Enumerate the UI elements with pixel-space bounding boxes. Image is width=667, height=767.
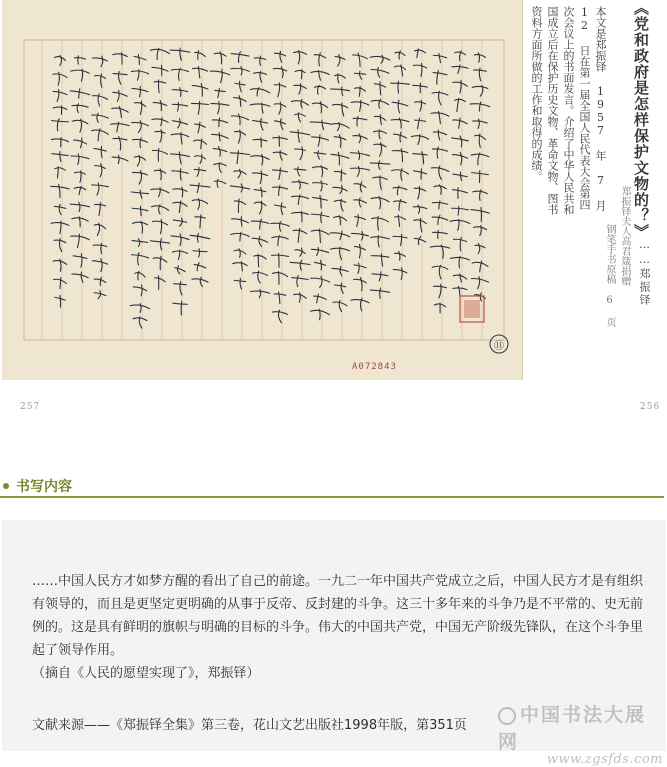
section-divider	[0, 496, 664, 498]
section-header	[0, 474, 667, 498]
logo-icon	[498, 707, 516, 725]
page-mark: ⑪	[494, 341, 504, 352]
site-watermark	[498, 700, 663, 767]
page-number-left: 257	[20, 402, 41, 412]
content-paragraph: ……中国人民方才如梦方醒的看出了自己的前途。一九二一年中国共产党成立之后，中国人民方才是有组织有领导的，而且是更坚定更明确的从事于反帝、反封建的斗争。这三十多年来的斗争乃是不平常的、史无前例的。这是具有鲜明的旗帜与明确的目标的斗争。伟大的中国共产党，中国无产阶级先锋队，在这个斗争里起了领导作用。	[32, 574, 644, 658]
manuscript-image	[2, 0, 523, 380]
article-author: ……郑振铎	[638, 238, 651, 307]
excerpt-note: （摘自《人民的愿望实现了》，郑振铎）	[32, 666, 260, 681]
manuscript-serial: A072843	[352, 362, 397, 372]
content-body	[32, 570, 648, 685]
bullet-icon	[3, 483, 9, 489]
watermark-url: www.zgsfds.com	[546, 752, 663, 767]
source-citation: 文献来源——《郑振铎全集》第三卷，花山文艺出版社1998年版，第351页	[32, 718, 467, 733]
section-title: 书写内容	[16, 479, 72, 495]
article-title: 《党和政府是怎样保护文物的？》	[632, 0, 650, 240]
manuscript-caption: 钢笔手书原稿 6 页	[604, 224, 615, 327]
article-intro: 本文是郑振铎 1957 年 7 月 12 日在第一届全国人民代表大会第四次会议上的书面发言。介绍了中华人民共和国成立后在保护历史文物、革命文物、图书资料方面所做的工作和取得的成绩。	[530, 6, 607, 215]
watermark-brand: 中国书法大展网	[498, 704, 647, 753]
donation-caption: 郑振铎夫人高君箴捐赠	[619, 186, 630, 286]
manuscript-drawing	[2, 0, 522, 380]
page-number-right: 256	[640, 402, 661, 412]
